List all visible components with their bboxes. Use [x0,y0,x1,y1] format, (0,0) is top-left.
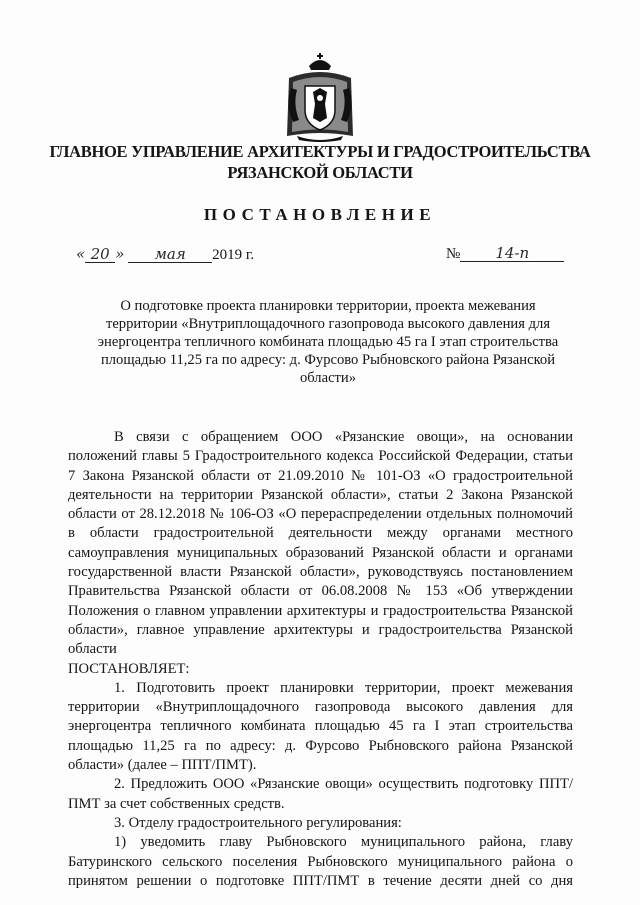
number-value: 14-п [460,245,564,262]
document-date [76,244,254,265]
date-year: 2019 г. [212,247,255,263]
document-type-title: ПОСТАНОВЛЕНИЕ [203,205,437,224]
body-preamble: В связи с обращением ООО «Рязанские овощи», на основании положений главы 5 Градостроительного кодекса Российской Федерации, статьи 7 Закона Рязанской области от 21.09.2010 № 101-ОЗ «О градостроительной деятельности на территории Рязанской области», статьи 2 Закона Рязанской области от 28.12.2018 № 106-ОЗ «О перераспределении отдельных полномочий в области градостроительной деятельности между органами местного самоуправления муниципальных образований Рязанской области и органами государственной власти Рязанской области», руководствуясь постановлением Правительства Рязанской области от 06.08.2008 № 153 «Об утверждении Положения о главном управлении архитектуры и градостроительства Рязанской области», главное управление архитектуры и градостроительства Рязанской области [68,429,573,658]
org-name-line2: РЯЗАНСКОЙ ОБЛАСТИ [227,163,413,182]
date-month: мая [128,246,212,263]
org-name-line1: ГЛАВНОЕ УПРАВЛЕНИЕ АРХИТЕКТУРЫ И ГРАДОСТРОИТЕЛЬСТВА [49,142,591,161]
document-body [68,428,573,891]
document-subject: О подготовке проекта планировки территории, проекта межевания территории «Внутриплощадочного газопровода высокого давления для энергоцентра тепличного комбината площадью 45 га I этап строительства площадью 11,25 га по адресу: д. Фурсово Рыбновского района Рязанской области» [97,298,559,386]
number-prefix: № [446,246,461,262]
document-number [446,244,564,264]
body-resolve: ПОСТАНОВЛЯЕТ: [68,660,190,677]
body-item-1: 1. Подготовить проект планировки территории, проект межевания территории «Внутриплощадочного газопровода высокого давления для энергоцентра тепличного комбината площадью 45 га I этап строительства площадью 11,25 га по адресу: д. Фурсово Рыбновского района Рязанской области» (далее – ППТ/ПМТ). [68,679,573,774]
date-day: 20 [85,246,115,263]
body-item-3: 3. Отделу градостроительного регулирования: [114,814,402,831]
body-item-2: 2. Предложить ООО «Рязанские овощи» осуществить подготовку ППТ/ПМТ за счет собственных средств. [68,776,573,812]
date-close-quote: » [115,245,125,263]
coat-of-arms-icon [283,52,357,144]
date-open-quote: « [76,245,86,263]
body-item-3-1: 1) уведомить главу Рыбновского муниципального района, главу Батуринского сельского поселения Рыбновского муниципального района о принятом решении о подготовке ППТ/ПМТ в течение десяти дней со дня [68,834,573,889]
